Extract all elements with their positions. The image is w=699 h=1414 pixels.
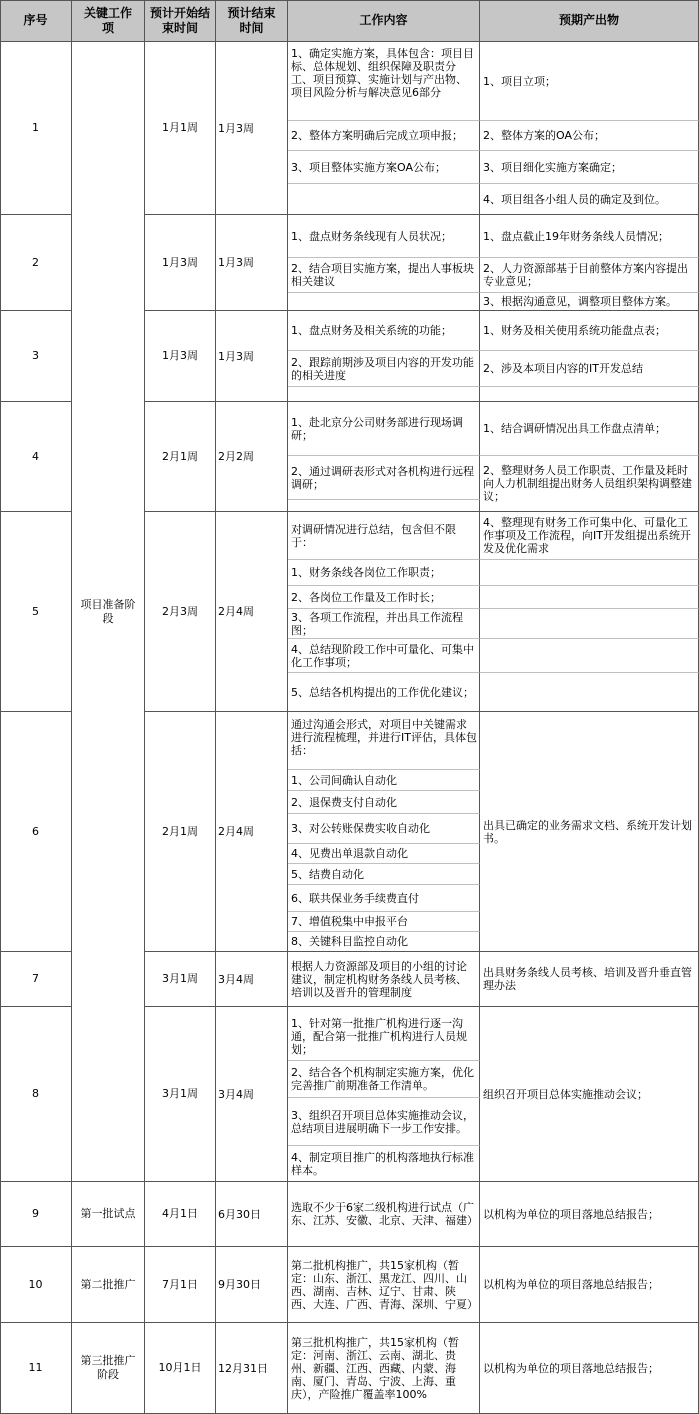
row-11-key-item: 第三批推广阶段 xyxy=(72,1323,145,1414)
content-item: 6、联共保业务手续费直付 xyxy=(288,885,480,912)
row-11-start: 10月1日 xyxy=(145,1323,216,1414)
row-7-seq: 7 xyxy=(0,952,72,1007)
content-item: 3、对公转账保费实收自动化 xyxy=(288,814,480,844)
output-item: 1、财务及相关使用系统功能盘点表； xyxy=(480,311,699,351)
header-seq: 序号 xyxy=(0,0,72,42)
output-item: 以机构为单位的项目落地总结报告； xyxy=(480,1323,699,1414)
header-key-item: 关键工作项 xyxy=(72,0,145,42)
content-item: 3、组织召开项目总体实施推动会议，总结项目进展明确下一步工作安排。 xyxy=(288,1098,480,1146)
content-item: 通过沟通会形式，对项目中关键需求进行流程梳理，并进行IT评估，具体包括： xyxy=(288,712,480,770)
row-6-start: 2月1周 xyxy=(145,712,216,952)
row-10-end: 9月30日 xyxy=(216,1247,288,1323)
output-item: 2、人力资源部基于目前整体方案内容提出专业意见； xyxy=(480,258,699,293)
row-4-seq: 4 xyxy=(0,402,72,512)
content-item: 3、各项工作流程，并出具工作流程图； xyxy=(288,609,480,639)
row-3-end: 1月3周 xyxy=(216,311,288,402)
content-item: 2、整体方案明确后完成立项申报； xyxy=(288,121,480,151)
output-item: 出具财务条线人员考核、培训及晋升垂直管理办法 xyxy=(480,952,699,1007)
output-item xyxy=(480,387,699,402)
content-item: 7、增值税集中申报平台 xyxy=(288,912,480,932)
header-start-time: 预计开始结束时间 xyxy=(145,0,216,42)
output-item: 2、整体方案的OA公布； xyxy=(480,121,699,151)
content-item: 1、赴北京分公司财务部进行现场调研； xyxy=(288,402,480,456)
row-9-key-item: 第一批试点 xyxy=(72,1182,145,1247)
content-item: 1、确定实施方案，具体包含：项目目标、总体规划、组织保障及职责分工、项目预算、实施计划与产出物、项目风险分析与解决意见6部分 xyxy=(288,42,480,121)
output-item: 1、项目立项； xyxy=(480,42,699,121)
content-item: 第三批机构推广，共15家机构（暂定：河南、浙江、云南、湖北、贵州、新疆、江西、西藏、内蒙、海南、厦门、青岛、宁波、上海、重庆），产险推广覆盖率100% xyxy=(288,1323,480,1414)
row-6-end: 2月4周 xyxy=(216,712,288,952)
row-5-end: 2月4周 xyxy=(216,512,288,712)
content-item: 8、关键科目监控自动化 xyxy=(288,932,480,952)
row-4-start: 2月1周 xyxy=(145,402,216,512)
output-item: 3、项目细化实施方案确定； xyxy=(480,151,699,184)
row-1-end: 1月3周 xyxy=(216,42,288,215)
row-3-seq: 3 xyxy=(0,311,72,402)
row-9-start: 4月1日 xyxy=(145,1182,216,1247)
output-item: 出具已确定的业务需求文档、系统开发计划书。 xyxy=(480,712,699,952)
output-item: 4、整理现有财务工作可集中化、可量化工作事项及工作流程，向IT开发组提出系统开发及优化需求 xyxy=(480,512,699,560)
content-item xyxy=(288,387,480,402)
output-item xyxy=(480,586,699,609)
content-item: 2、通过调研表形式对各机构进行远程调研； xyxy=(288,456,480,500)
header-end-time: 预计结束时间 xyxy=(216,0,288,42)
content-item: 5、总结各机构提出的工作优化建议； xyxy=(288,673,480,712)
content-item xyxy=(288,293,480,311)
content-item xyxy=(288,500,480,512)
row-9-seq: 9 xyxy=(0,1182,72,1247)
content-item: 1、盘点财务及相关系统的功能； xyxy=(288,311,480,351)
row-4-end: 2月2周 xyxy=(216,402,288,512)
content-item: 2、跟踪前期涉及项目内容的开发功能的相关进度 xyxy=(288,351,480,387)
row-10-start: 7月1日 xyxy=(145,1247,216,1323)
output-item: 1、结合调研情况出具工作盘点清单； xyxy=(480,402,699,456)
output-item xyxy=(480,673,699,712)
row-2-start: 1月3周 xyxy=(145,215,216,311)
content-item: 第二批机构推广，共15家机构（暂定：山东、浙江、黑龙江、四川、山西、湖南、吉林、辽宁、甘肃、陕西、大连、广西、青海、深圳、宁夏） xyxy=(288,1247,480,1323)
content-item: 4、制定项目推广的机构落地执行标准样本。 xyxy=(288,1146,480,1182)
output-item xyxy=(480,560,699,586)
content-item: 3、项目整体实施方案OA公布； xyxy=(288,151,480,184)
row-8-start: 3月1周 xyxy=(145,1007,216,1182)
content-item: 2、各岗位工作量及工作时长； xyxy=(288,586,480,609)
output-item xyxy=(480,639,699,673)
output-item xyxy=(480,609,699,639)
row-11-seq: 11 xyxy=(0,1323,72,1414)
row-3-start: 1月3周 xyxy=(145,311,216,402)
content-item: 选取不少于6家二级机构进行试点（广东、江苏、安徽、北京、天津、福建） xyxy=(288,1182,480,1247)
row-7-start: 3月1周 xyxy=(145,952,216,1007)
content-item: 4、见费出单退款自动化 xyxy=(288,844,480,864)
content-item: 2、结合项目实施方案，提出人事板块相关建议 xyxy=(288,258,480,293)
row-8-seq: 8 xyxy=(0,1007,72,1182)
content-item: 2、结合各个机构制定实施方案，优化完善推广前期准备工作清单。 xyxy=(288,1061,480,1098)
output-item: 以机构为单位的项目落地总结报告； xyxy=(480,1247,699,1323)
row-10-seq: 10 xyxy=(0,1247,72,1323)
row-9-end: 6月30日 xyxy=(216,1182,288,1247)
content-item: 1、公司间确认自动化 xyxy=(288,770,480,791)
row-8-end: 3月4周 xyxy=(216,1007,288,1182)
output-item: 3、根据沟通意见，调整项目整体方案。 xyxy=(480,293,699,311)
header-expected-output: 预期产出物 xyxy=(480,0,699,42)
output-item: 2、涉及本项目内容的IT开发总结 xyxy=(480,351,699,387)
header-work-content: 工作内容 xyxy=(288,0,480,42)
content-item: 5、结费自动化 xyxy=(288,864,480,885)
row-2-end: 1月3周 xyxy=(216,215,288,311)
row-5-start: 2月3周 xyxy=(145,512,216,712)
row-10-key-item: 第二批推广 xyxy=(72,1247,145,1323)
output-item: 以机构为单位的项目落地总结报告； xyxy=(480,1182,699,1247)
output-item: 1、盘点截止19年财务条线人员情况； xyxy=(480,215,699,258)
output-item: 组织召开项目总体实施推动会议； xyxy=(480,1007,699,1182)
row-2-seq: 2 xyxy=(0,215,72,311)
row-5-seq: 5 xyxy=(0,512,72,712)
row-6-seq: 6 xyxy=(0,712,72,952)
row-1-seq: 1 xyxy=(0,42,72,215)
content-item: 4、总结现阶段工作中可量化、可集中化工作事项； xyxy=(288,639,480,673)
content-item: 对调研情况进行总结，包含但不限于： xyxy=(288,512,480,560)
row-11-end: 12月31日 xyxy=(216,1323,288,1414)
row-7-end: 3月4周 xyxy=(216,952,288,1007)
content-item: 根据人力资源部及项目的小组的讨论建议，制定机构财务条线人员考核、培训以及晋升的管理制度 xyxy=(288,952,480,1007)
content-item: 1、财务条线各岗位工作职责； xyxy=(288,560,480,586)
output-item: 4、项目组各小组人员的确定及到位。 xyxy=(480,184,699,215)
content-item: 2、退保费支付自动化 xyxy=(288,791,480,814)
prep-stage-cell: 项目准备阶段 xyxy=(72,42,145,1182)
content-item: 1、盘点财务条线现有人员状况； xyxy=(288,215,480,258)
row-1-start: 1月1周 xyxy=(145,42,216,215)
content-item xyxy=(288,184,480,215)
content-item: 1、针对第一批推广机构进行逐一沟通，配合第一批推广机构进行人员规划； xyxy=(288,1007,480,1061)
output-item: 2、整理财务人员工作职责、工作量及耗时向人力机制组提出财务人员组织架构调整建议； xyxy=(480,456,699,512)
